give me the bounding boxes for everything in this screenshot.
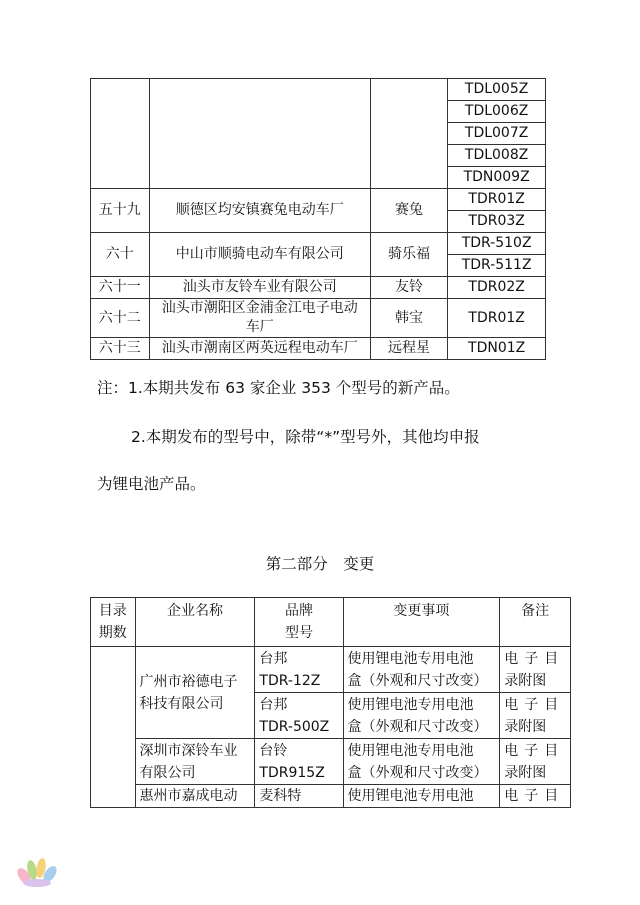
section-title: 第二部分 变更: [265, 555, 375, 573]
note-line-3: 为锂电池产品。: [97, 475, 206, 493]
company-line: 科技有限公司: [139, 695, 224, 712]
header-company: 企业名称: [135, 598, 255, 647]
cell-company: 顺德区均安镇赛兔电动车厂: [149, 189, 370, 233]
cell-company: 惠州市嘉成电动: [135, 785, 255, 808]
model-text: TDR915Z: [259, 764, 325, 781]
header-text: 期数: [98, 625, 127, 641]
cell-no: 六十一: [91, 277, 150, 299]
cell-change: [343, 647, 500, 693]
cell-note: [500, 693, 571, 739]
header-text: 目录: [98, 603, 127, 619]
cell-brand: 赛兔: [370, 189, 447, 233]
cell-model: TDL006Z: [448, 101, 546, 123]
cell-change: 使用锂电池专用电池: [343, 785, 500, 808]
company-line: 车厂: [245, 319, 274, 335]
cell-model: TDR02Z: [448, 277, 546, 299]
lotus-watermark-icon: [14, 856, 62, 892]
cell-brand-continued: [370, 79, 447, 189]
cell-model: TDR-510Z: [448, 233, 546, 255]
cell-model: TDR-511Z: [448, 255, 546, 277]
cell-model: TDL008Z: [448, 145, 546, 167]
change-line: 盒（外观和尺寸改变）: [347, 718, 488, 735]
cell-no: 六十二: [91, 299, 150, 338]
company-line: 汕头市潮阳区金浦金江电子电动: [161, 300, 358, 316]
note-line: 录附图: [504, 718, 547, 735]
cell-brand: 友铃: [370, 277, 447, 299]
brand-text: 台邦: [259, 696, 288, 713]
cell-note: [500, 647, 571, 693]
cell-company: 中山市顺骑电动车有限公司: [149, 233, 370, 277]
cell-brand: 韩宝: [370, 299, 447, 338]
cell-brand-model: [255, 739, 343, 785]
change-line: 使用锂电池专用电池: [347, 650, 474, 667]
new-products-table-continued: [90, 78, 546, 360]
model-text: TDR-500Z: [259, 718, 330, 735]
note-line-2: 2.本期发布的型号中，除带“*”型号外，其他均申报: [131, 428, 480, 446]
cell-model: TDR01Z: [448, 189, 546, 211]
cell-no: 六十三: [91, 338, 150, 360]
cell-model: TDN009Z: [448, 167, 546, 189]
header-text: 品牌: [284, 603, 313, 619]
header-period: [91, 598, 136, 647]
cell-note: 电子目: [500, 785, 571, 808]
cell-model: TDN01Z: [448, 338, 546, 360]
change-line: 使用锂电池专用电池: [347, 696, 474, 713]
company-line: 有限公司: [139, 764, 196, 781]
cell-no-continued: [91, 79, 150, 189]
header-brand-model: [255, 598, 343, 647]
company-line: 广州市裕德电子: [139, 673, 238, 690]
company-line: 深圳市深铃车业: [139, 742, 238, 759]
cell-company: 汕头市友铃车业有限公司: [149, 277, 370, 299]
cell-model: TDR03Z: [448, 211, 546, 233]
cell-change: [343, 693, 500, 739]
cell-company-continued: [149, 79, 370, 189]
cell-company: [135, 739, 255, 785]
note-line: 录附图: [504, 672, 547, 689]
cell-model: TDR01Z: [448, 299, 546, 338]
change-line: 使用锂电池专用电池: [347, 742, 474, 759]
changes-table: [90, 597, 571, 808]
cell-brand-model: [255, 647, 343, 693]
cell-note: [500, 739, 571, 785]
cell-brand: 远程星: [370, 338, 447, 360]
cell-brand-model: 麦科特: [255, 785, 343, 808]
note-line: 电子目: [504, 742, 565, 759]
cell-no: 五十九: [91, 189, 150, 233]
header-change: 变更事项: [343, 598, 500, 647]
note-line-1: 注：1.本期共发布 63 家企业 353 个型号的新产品。: [97, 379, 460, 397]
cell-model: TDL005Z: [448, 79, 546, 101]
brand-text: 台邦: [259, 650, 288, 667]
cell-brand-model: [255, 693, 343, 739]
cell-brand: 骑乐福: [370, 233, 447, 277]
cell-no: 六十: [91, 233, 150, 277]
cell-company: [135, 647, 255, 739]
note-line: 电子目: [504, 696, 565, 713]
note-line: 录附图: [504, 764, 547, 781]
cell-company: 汕头市潮南区两英远程电动车厂: [149, 338, 370, 360]
cell-model: TDL007Z: [448, 123, 546, 145]
cell-company: [149, 299, 370, 338]
change-line: 盒（外观和尺寸改变）: [347, 764, 488, 781]
change-line: 盒（外观和尺寸改变）: [347, 672, 488, 689]
cell-period: [91, 647, 136, 808]
header-text: 型号: [284, 625, 313, 641]
brand-text: 台铃: [259, 742, 288, 759]
cell-change: [343, 739, 500, 785]
header-note: 备注: [500, 598, 571, 647]
model-text: TDR-12Z: [259, 672, 321, 689]
note-line: 电子目: [504, 650, 565, 667]
